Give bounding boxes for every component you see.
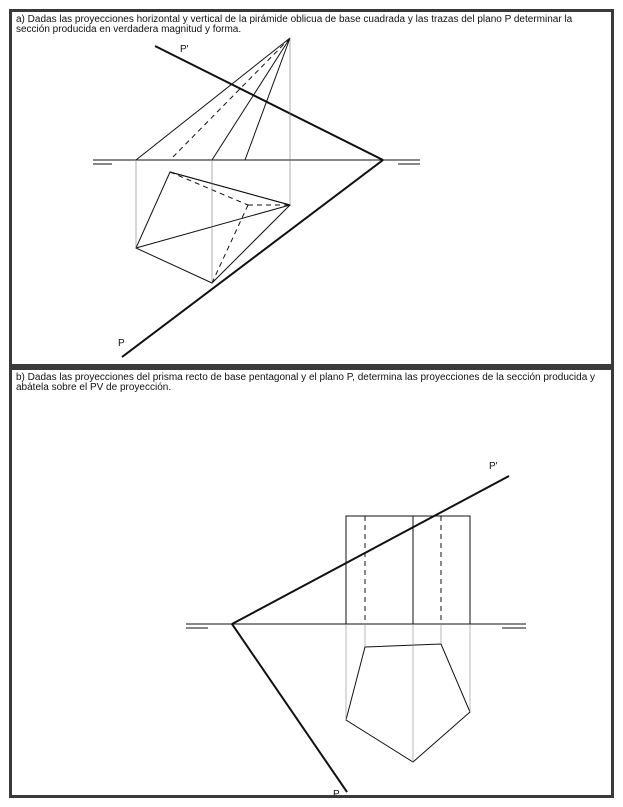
pyramid-edge [170,172,290,205]
plane-trace-horizontal [232,624,347,792]
exercise-b-drawing [12,370,611,800]
exercise-a-panel [12,12,611,364]
pyramid-edge [136,205,290,248]
plane-trace-horizontal [122,160,383,357]
exercise-b-panel [12,370,611,800]
pyramid-vertical-projection [136,38,290,160]
exercise-a-drawing [12,12,611,364]
pyramid-edge [136,38,290,160]
reference-lines [346,624,470,762]
label-p-horizontal: P [118,338,125,349]
pyramid-base [136,172,290,283]
worksheet-frame [9,9,614,798]
pyramid-horizontal-projection [136,172,290,283]
pyramid-edge [212,38,290,160]
plane-trace-vertical [232,476,509,624]
exercise-a-statement: a) Dadas las proyecciones horizontal y vertical de la pirámide oblicua de base cuadrada y las trazas del plano P determinar la sección producida en verdadera magnitud y forma. [16,14,573,35]
prism-pentagon-base [346,644,470,762]
label-p-horizontal: P [333,789,340,800]
exercise-b-statement: b) Dadas las proyecciones del prisma recto de base pentagonal y el plano P, determina las proyecciones de la sección producida y abátela sobre el PV de proyección. [16,372,596,393]
label-p-vertical: P' [180,44,189,55]
prism-vertical-projection [346,516,470,624]
pyramid-hidden-edge [212,205,248,283]
pyramid-hidden-edge [170,172,248,205]
pyramid-hidden-edge [170,38,290,160]
label-p-vertical: P' [489,461,498,472]
plane-trace-vertical [155,46,383,160]
